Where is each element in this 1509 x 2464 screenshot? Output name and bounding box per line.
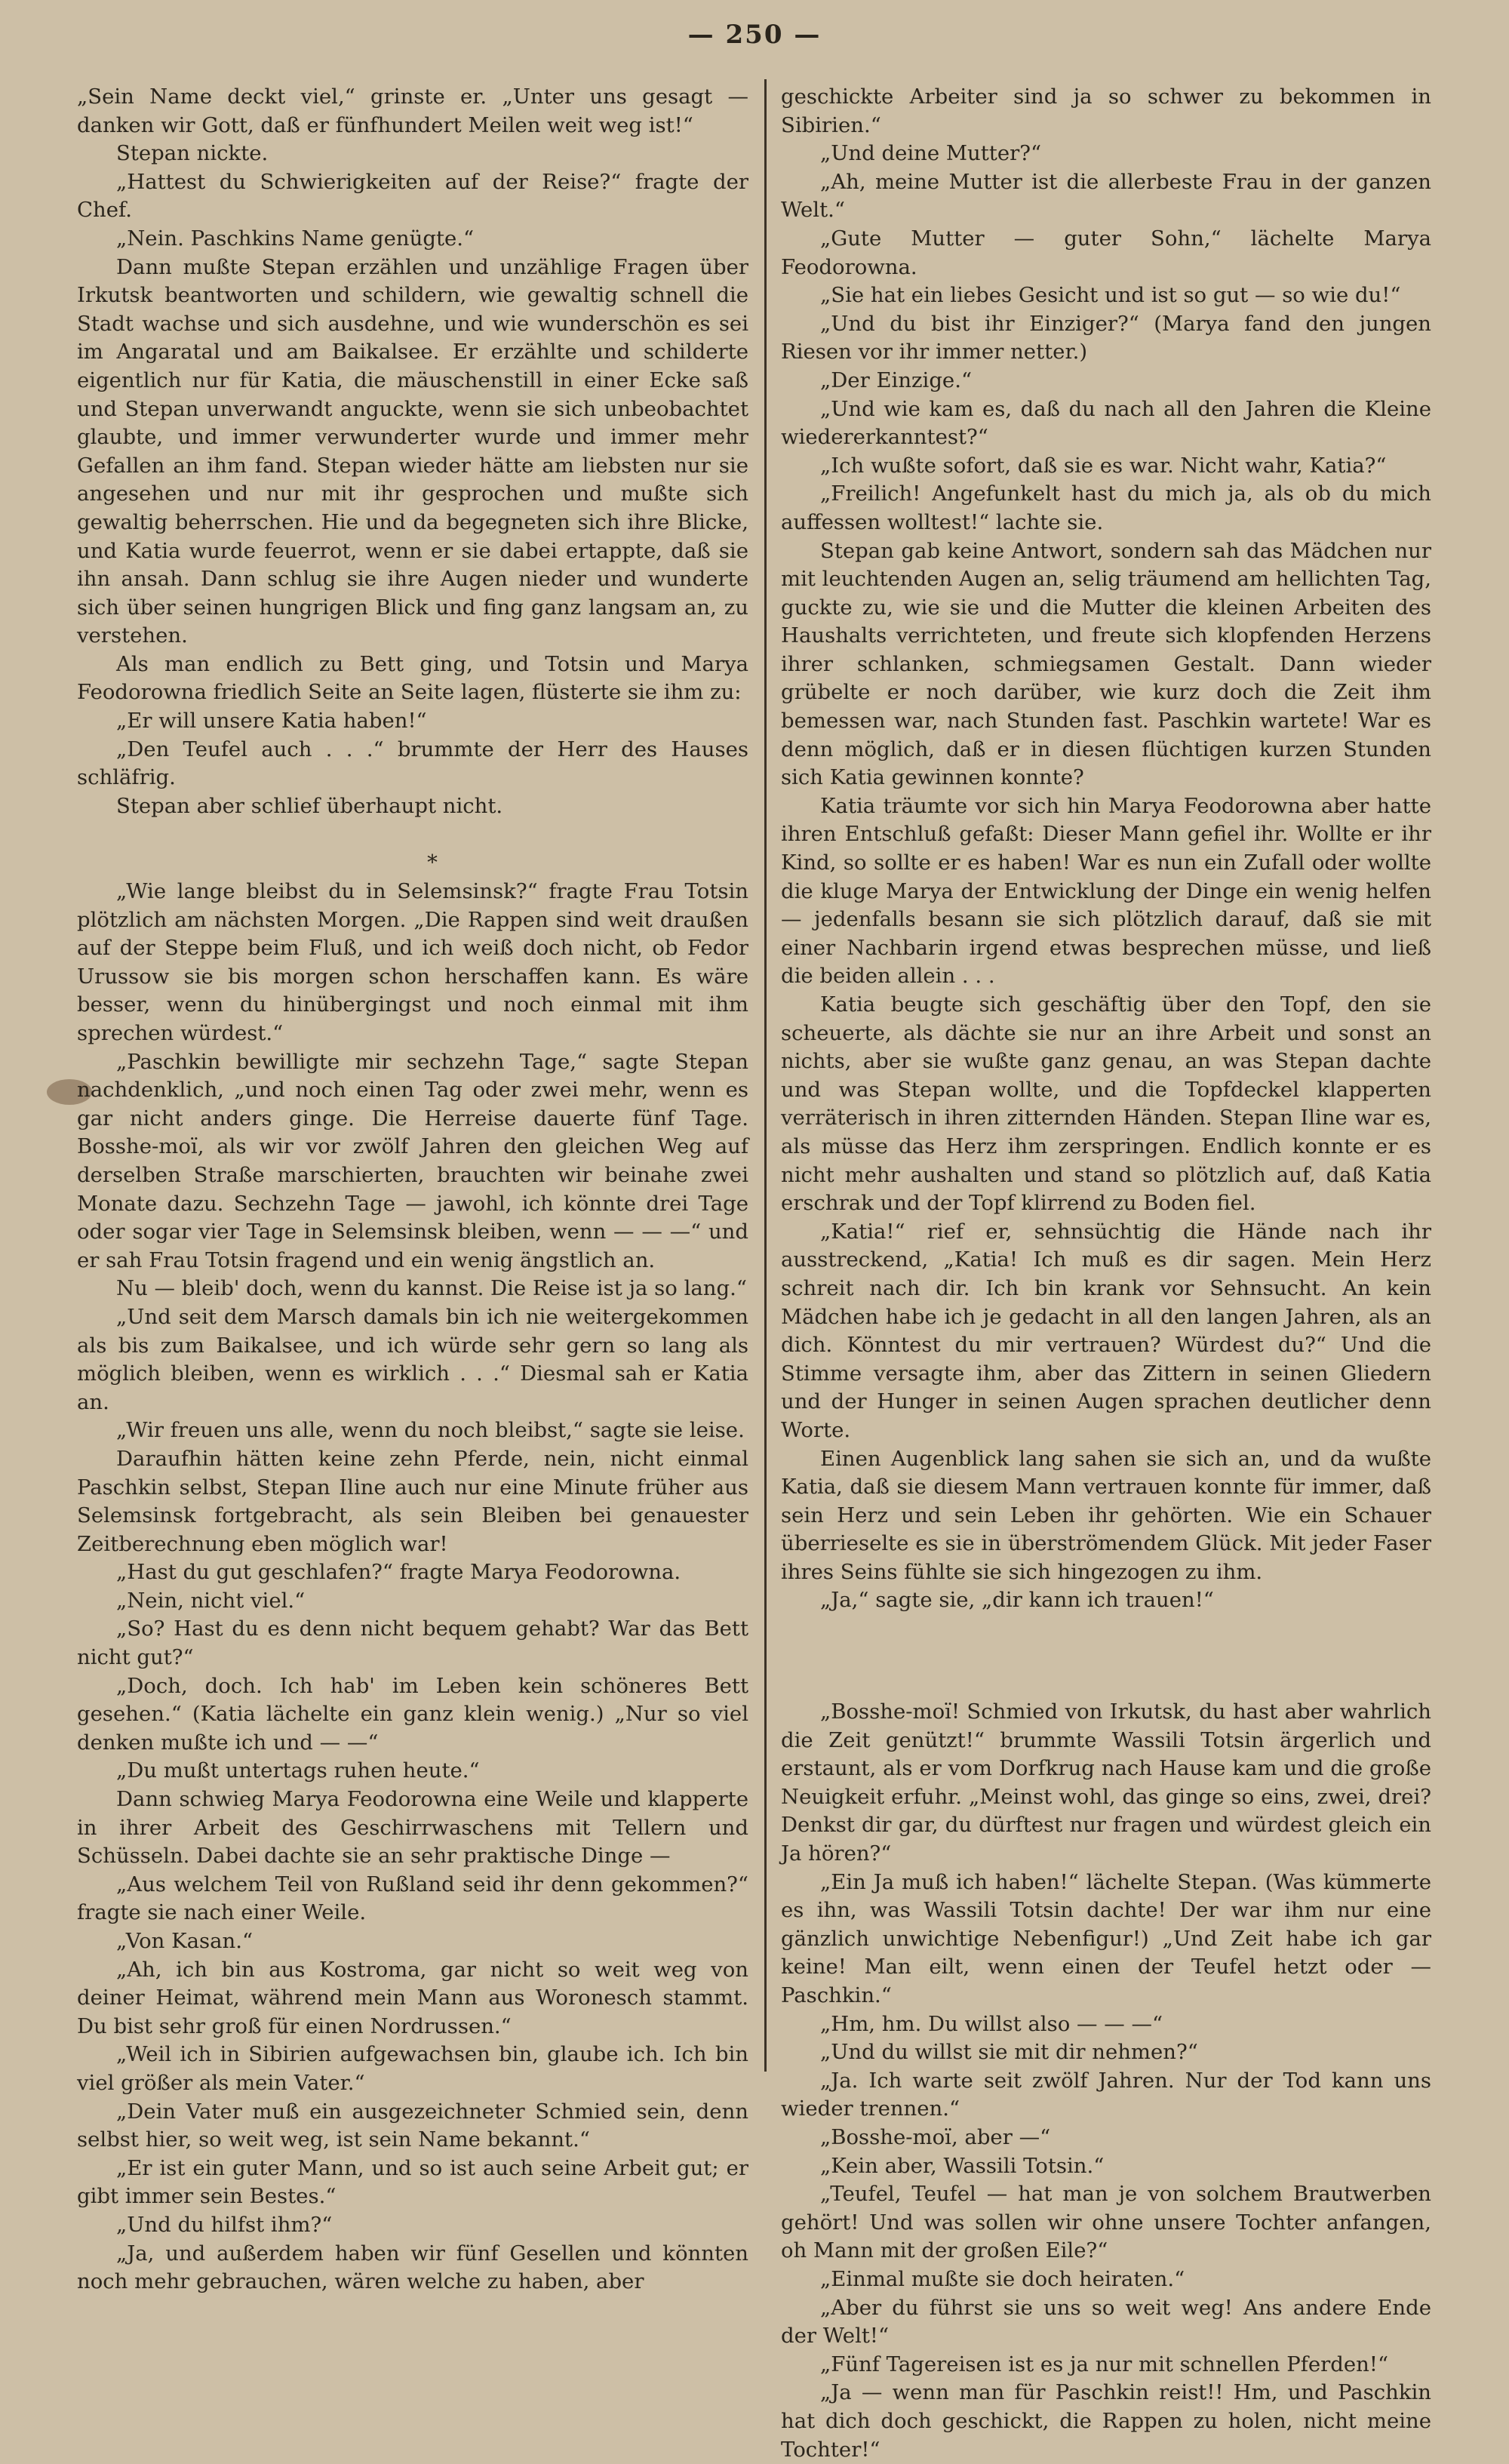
paragraph: „Hm, hm. Du willst also — — —“ [820, 2011, 1163, 2036]
paragraph: „Bosshe-moï, aber —“ [820, 2124, 1051, 2149]
paragraph: „Hattest du Schwierigkeiten auf der Reise?“ fragte der Chef. [77, 169, 748, 223]
paragraph: Nu — bleib' doch, wenn du kannst. Die Reise ist ja so lang.“ [116, 1276, 747, 1301]
paragraph: „Er will unsere Katia haben!“ [116, 709, 427, 734]
paragraph: „Weil ich in Sibirien aufgewachsen bin, glaube ich. Ich bin viel größer als mein Vater.“ [77, 2042, 748, 2095]
paragraph: „Aus welchem Teil von Rußland seid ihr denn gekommen?“ fragte sie nach einer Weile. [77, 1872, 748, 1925]
paragraph: „Er ist ein guter Mann, und so ist auch seine Arbeit gut; er gibt immer sein Bestes.“ [77, 2155, 748, 2209]
paragraph: „Fünf Tagereisen ist es ja nur mit schnellen Pferden!“ [820, 2352, 1389, 2376]
paragraph: „So? Hast du es denn nicht bequem gehabt? War das Bett nicht gut?“ [77, 1617, 748, 1670]
paragraph: „Nein, nicht viel.“ [116, 1588, 306, 1613]
paragraph: „Sie hat ein liebes Gesicht und ist so gut — so wie du!“ [820, 283, 1401, 308]
paragraph: Einen Augenblick lang sahen sie sich an, und da wußte Katia, daß sie diesem Mann vertrauen konnte für immer, daß sein Herz und sein Leben ihr gehörten. Wie ein Schauer überrieselte es sie in überströmendem Glück. Mit jeder Faser ihres Seins fühlte sie sich hingezogen zu ihm. [781, 1446, 1431, 1584]
paragraph: „Doch, doch. Ich hab' im Leben kein schöneres Bett gesehen.“ (Katia lächelte ein ganz klein wenig.) „Nur so viel denken mußte ich und — —“ [77, 1673, 748, 1755]
column-divider [764, 79, 767, 2072]
paragraph: „Dein Vater muß ein ausgezeichneter Schmied sein, denn selbst hier, so weit weg, ist sein Name bekannt.“ [77, 2099, 748, 2152]
paragraph: „Ein Ja muß ich haben!“ lächelte Stepan. (Was kümmerte es ihn, was Wassili Totsin dachte! Der war ihm nur eine gänzlich unwichtige Nebenfigur!) „Und Zeit habe ich gar keine! Man eilt, wenn einen der Teufel hetzt oder — Paschkin.“ [781, 1869, 1431, 2007]
paragraph: „Ich wußte sofort, daß sie es war. Nicht wahr, Katia?“ [820, 453, 1387, 478]
paragraph: „Und deine Mutter?“ [820, 141, 1042, 166]
paragraph: „Nein. Paschkins Name genügte.“ [116, 226, 475, 251]
paragraph: „Aber du führst sie uns so weit weg! Ans andere Ende der Welt!“ [781, 2295, 1431, 2349]
paragraph: „Ah, ich bin aus Kostroma, gar nicht so weit weg von deiner Heimat, während mein Mann aus Woronesch stammt. Du bist sehr groß für einen Nordrussen.“ [77, 1957, 748, 2038]
paragraph: „Katia!“ rief er, sehnsüchtig die Hände nach ihr ausstreckend, „Katia! Ich muß es dir sagen. Mein Herz schreit nach dir. Ich bin krank vor Sehnsucht. An kein Mädchen habe ich je gedacht in all den langen Jahren, als an dich. Könntest du mir vertrauen? Würdest du?“ Und die Stimme versagte ihm, aber das Zittern in seinen Gliedern und der Hunger in seinen Augen sprachen deutlicher denn Worte. [781, 1219, 1431, 1442]
paragraph: Katia beugte sich geschäftig über den Topf, den sie scheuerte, als dächte sie nur an ihre Arbeit und sonst an nichts, aber sie wußte ganz genau, an was Stepan dachte und was Stepan wollte, und die Topfdeckel klapperten verräterisch in ihren zitternden Händen. Stepan Iline war es, als müsse das Herz ihm zerspringen. Endlich konnte er es nicht mehr aushalten und stand so plötzlich auf, daß Katia erschrak und der Topf klirrend zu Boden fiel. [781, 992, 1431, 1216]
paragraph: „Und du willst sie mit dir nehmen?“ [820, 2040, 1198, 2065]
paragraph: Stepan aber schlief überhaupt nicht. [116, 793, 503, 818]
page-number: — 250 — [687, 20, 822, 50]
paragraph: Stepan nickte. [116, 141, 269, 166]
paragraph: „Ja. Ich warte seit zwölf Jahren. Nur der Tod kann uns wieder trennen.“ [781, 2068, 1431, 2121]
paragraph: „Und wie kam es, daß du nach all den Jahren die Kleine wiedererkanntest?“ [781, 396, 1431, 450]
paragraph: „Den Teufel auch . . .“ brummte der Herr des Hauses schläfrig. [77, 737, 748, 790]
right-column [781, 83, 1431, 2462]
paragraph: „Und du bist ihr Einziger?“ (Marya fand den jungen Riesen vor ihr immer netter.) [781, 311, 1431, 365]
section-separator: * [427, 851, 438, 875]
paragraph: Daraufhin hätten keine zehn Pferde, nein, nicht einmal Paschkin selbst, Stepan Iline auch nur eine Minute früher aus Selemsinsk fortgebracht, als sein Bleiben bei genauester Zeitberechnung eben möglich war! [77, 1446, 748, 1556]
paragraph: „Freilich! Angefunkelt hast du mich ja, als ob du mich auffessen wolltest!“ lachte sie. [781, 481, 1431, 534]
paragraph: Als man endlich zu Bett ging, und Totsin und Marya Feodorowna friedlich Seite an Seite lagen, flüsterte sie ihm zu: [77, 651, 748, 705]
paragraph: „Ja,“ sagte sie, „dir kann ich trauen!“ [820, 1588, 1214, 1613]
paragraph: „Und du hilfst ihm?“ [116, 2212, 333, 2237]
paragraph: „Gute Mutter — guter Sohn,“ lächelte Marya Feodorowna. [781, 226, 1431, 279]
paragraph: „Du mußt untertags ruhen heute.“ [116, 1758, 480, 1783]
paragraph: „Ah, meine Mutter ist die allerbeste Frau in der ganzen Welt.“ [781, 169, 1431, 223]
paragraph: „Und seit dem Marsch damals bin ich nie weitergekommen als bis zum Baikalsee, und ich würde sehr gern so lang als möglich bleiben, wenn es wirklich . . .“ Diesmal sah er Katia an. [77, 1304, 748, 1414]
paragraph: „Kein aber, Wassili Totsin.“ [820, 2153, 1105, 2178]
paragraph: Stepan gab keine Antwort, sondern sah das Mädchen nur mit leuchtenden Augen an, selig träumend am hellichten Tag, guckte zu, wie sie und die Mutter die kleinen Arbeiten des Haushalts verrichteten, und freute sich klopfenden Herzens ihrer schlanken, schmiegsamen Gestalt. Dann wieder grübelte er noch darüber, wie kurz doch die Zeit ihm bemessen war, nach Stunden fast. Paschkin wartete! War es denn möglich, daß er in diesen flüchtigen kurzen Stunden sich Katia gewinnen konnte? [781, 538, 1431, 790]
paragraph: „Ja, und außerdem haben wir fünf Gesellen und könnten noch mehr gebrauchen, wären welche zu haben, aber [77, 2241, 748, 2294]
paragraph: Dann mußte Stepan erzählen und unzählige Fragen über Irkutsk beantworten und schildern, wie gewaltig schnell die Stadt wachse und sich ausdehne, und wie wunderschön es sei im Angaratal und am Baikalsee. Er erzählte und schilderte eigentlich nur für Katia, die mäuschenstill in einer Ecke saß und Stepan unverwandt anguckte, wenn sie sich unbeobachtet glaubte, und immer verwunderter wurde und immer mehr Gefallen an ihm fand. Stepan wieder hätte am liebsten nur sie angesehen und nur mit ihr gesprochen und mußte sich gewaltig beherrschen. Hie und da begegneten sich ihre Blicke, und Katia wurde feuerrot, wenn er sie dabei ertappte, daß sie ihn ansah. Dann schlug sie ihre Augen nieder und wunderte sich über seinen hungrigen Blick und fing ganz langsam an, zu verstehen. [77, 254, 748, 648]
paragraph: „Sein Name deckt viel,“ grinste er. „Unter uns gesagt — danken wir Gott, daß er fünfhundert Meilen weit weg ist!“ [77, 85, 748, 137]
paragraph: „Ja — wenn man für Paschkin reist!! Hm, und Paschkin hat dich doch geschickt, die Rappen zu holen, nicht meine Tochter!“ [781, 2380, 1431, 2462]
paragraph: „Von Kasan.“ [116, 1929, 254, 1953]
paragraph: Dann schwieg Marya Feodorowna eine Weile und klapperte in ihrer Arbeit des Geschirrwaschens mit Tellern und Schüsseln. Dabei dachte sie an sehr praktische Dinge — [77, 1787, 748, 1869]
paragraph: „Paschkin bewilligte mir sechzehn Tage,“ sagte Stepan nachdenklich, „und noch einen Tag oder zwei mehr, wenn es gar nicht anders ginge. Die Herreise dauerte fünf Tage. Bosshe-moï, als wir vor zwölf Jahren den gleichen Weg auf derselben Straße marschierten, brauchten wir beinahe zwei Monate dazu. Sechzehn Tage — jawohl, ich könnte drei Tage oder sogar vier Tage in Selemsinsk bleiben, wenn — — —“ und er sah Frau Totsin fragend und ein wenig ängstlich an. [77, 1049, 748, 1272]
paragraph: „Wie lange bleibst du in Selemsinsk?“ fragte Frau Totsin plötzlich am nächsten Morgen. „Die Rappen sind weit draußen auf der Steppe beim Fluß, und ich weiß doch nicht, ob Fedor Urussow sie bis morgen schon herschaffen kann. Es wäre besser, wenn du hinübergingst und noch einmal mit ihm sprechen würdest.“ [77, 879, 748, 1045]
paragraph: „Bosshe-moï! Schmied von Irkutsk, du hast aber wahrlich die Zeit genützt!“ brummte Wassili Totsin ärgerlich und erstaunt, als er vom Dorfkrug nach Hause kam und die große Neuigkeit erfuhr. „Meinst wohl, das ginge so eins, zwei, drei? Denkst dir gar, du dürftest nur fragen und würdest gleich ein Ja hören?“ [781, 1700, 1431, 1866]
left-column [77, 83, 748, 2294]
paragraph: „Hast du gut geschlafen?“ fragte Marya Feodorowna. [116, 1560, 681, 1585]
paragraph: „Wir freuen uns alle, wenn du noch bleibst,“ sagte sie leise. [116, 1418, 745, 1443]
paragraph: „Der Einzige.“ [820, 368, 972, 392]
paragraph: „Teufel, Teufel — hat man je von solchem Brautwerben gehört! Und was sollen wir ohne unsere Tochter anfangen, oh Mann mit der großen Eile?“ [781, 2182, 1431, 2263]
paragraph: „Einmal mußte sie doch heiraten.“ [820, 2266, 1185, 2291]
paragraph: Katia träumte vor sich hin Marya Feodorowna aber hatte ihren Entschluß gefaßt: Dieser Mann gefiel ihr. Wollte er ihr Kind, so sollte er es haben! War es nun ein Zufall oder wollte die kluge Marya der Entwicklung der Dinge ein wenig helfen — jedenfalls besann sie sich plötzlich darauf, daß sie mit einer Nachbarin irgend etwas besprechen müsse, und ließ die beiden allein . . . [781, 793, 1431, 989]
paragraph: geschickte Arbeiter sind ja so schwer zu bekommen in Sibirien.“ [781, 85, 1431, 137]
